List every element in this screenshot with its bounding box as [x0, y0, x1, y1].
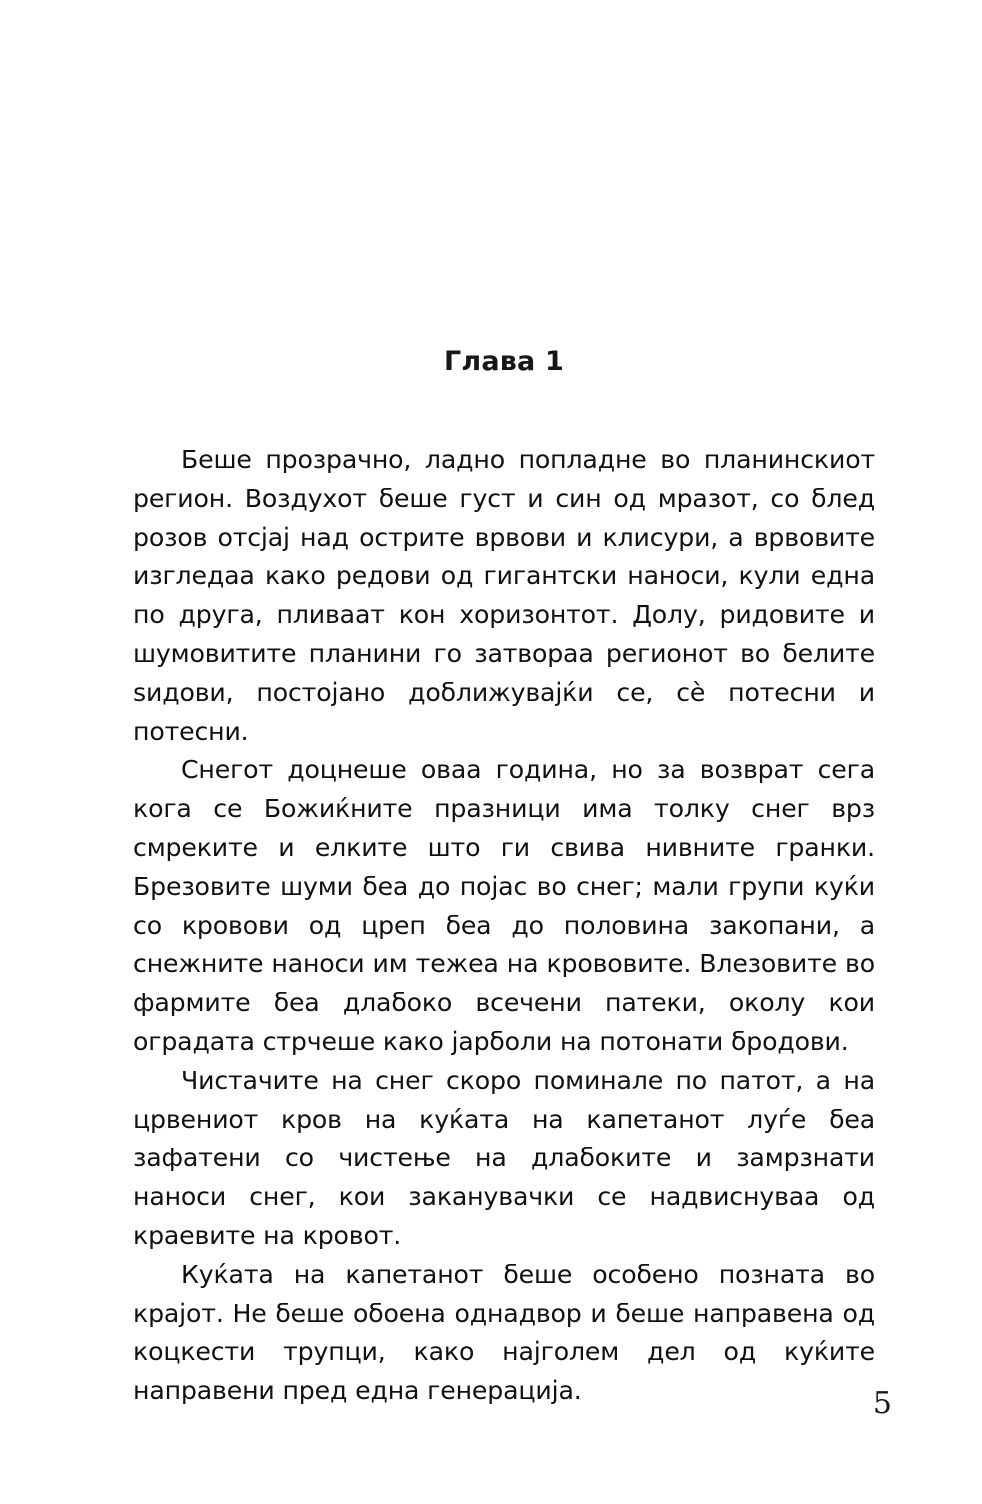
paragraph: Беше прозрачно, ладно попладне во планинскиот регион. Воздухот беше густ и син од мразот, со блед розов отсјај над острите врвови и клисури, а врвовите изгледаа како редови од гигантски наноси, кули една по друга, пливаат кон хоризонтот. Долу, ридовите и шумовитите планини го затвораа регионот во белите ѕидови, постојано доближувајќи се, сè потесни и потесни.: [133, 445, 875, 746]
body-text-block: [133, 441, 875, 1411]
paragraph: Снегот доцнеше оваа година, но за возврат сега кога се Божиќните празници има толку снег врз смреките и елките што ги свива нивните гранки. Брезовите шуми беа до појас во снег; мали групи куќи со кровови од цреп беа до половина закопани, а снежните наноси им тежеа на крововите. Влезовите во фармите беа длабоко всечени патеки, околу кои оградата стрчеше како јарболи на потонати бродови.: [133, 755, 875, 1056]
page-number: 5: [872, 1386, 892, 1421]
page-content: [133, 345, 875, 1411]
paragraph: Куќата на капетанот беше особено позната во крајот. Не беше обоена однадвор и беше направена од коцкести трупци, како најголем дел од куќите направени пред една генерација.: [133, 1259, 875, 1406]
paragraph: Чистачите на снег скоро поминале по патот, а на црвениот кров на куќата на капетанот луѓе беа зафатени со чистење на длабоките и замрзнати наноси снег, кои заканувачки се надвиснуваа од краевите на кровот.: [133, 1065, 875, 1250]
chapter-title: Глава 1: [443, 346, 565, 377]
